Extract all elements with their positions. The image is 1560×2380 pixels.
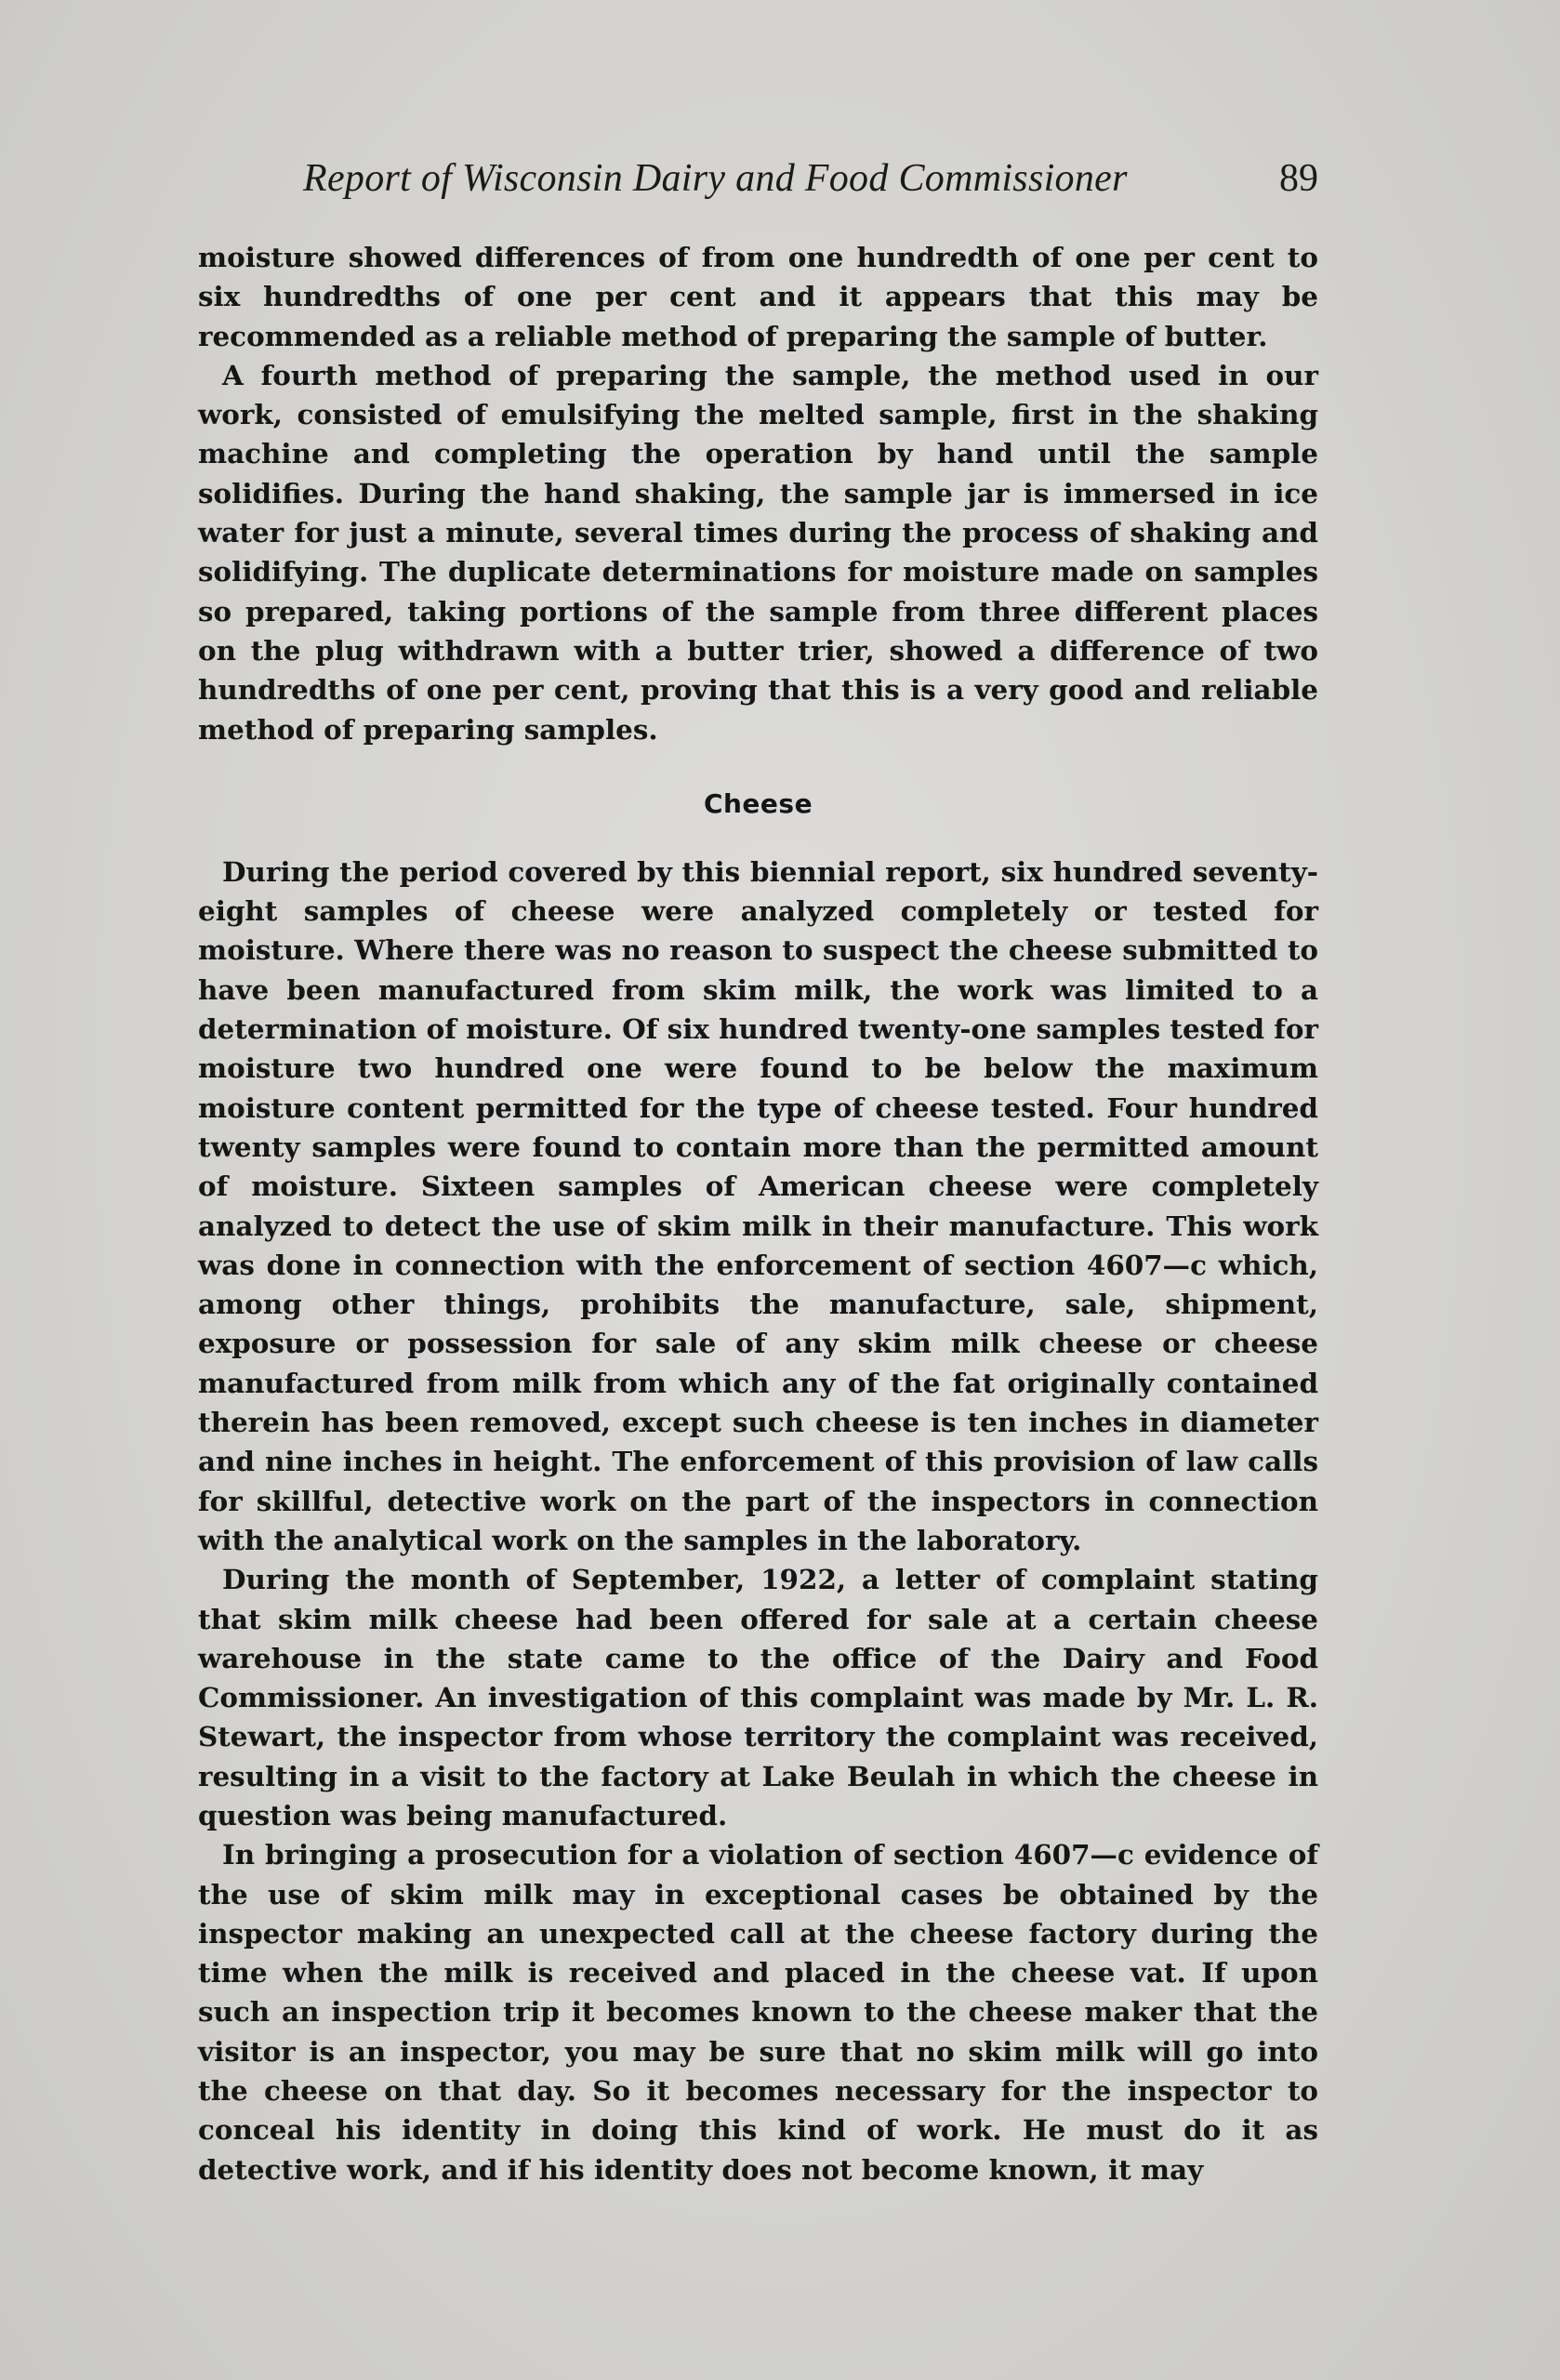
paragraph-complaint: During the month of September, 1922, a letter of complaint stating that skim milk cheese had been offered for sale at a certain cheese warehouse in the state came to the office of the Dairy and Food Commissioner. An investigation of this complaint was made by Mr. L. R. Stewart, the inspector from whose territory the complaint was received, resulting in a visit to the factory at Lake Beulah in which the cheese in question was being manufactured. [198, 1563, 1318, 1831]
running-title: Report of Wisconsin Dairy and Food Commissioner [303, 157, 1128, 200]
running-header [198, 156, 1318, 212]
page-number: 89 [1279, 157, 1318, 200]
paragraph-cheese-samples: During the period covered by this biennial report, six hundred seventy-eight samples of cheese were analyzed completely or tested for moisture. Where there was no reason to suspect the cheese submitted to have been manufactured from skim milk, the work was limited to a determination of moisture. Of six hundred twenty-one samples tested for moisture two hundred one were found to be below the maximum moisture content permitted for the type of cheese tested. Four hundred twenty samples were found to contain more than the permitted amount of moisture. Sixteen samples of American cheese were completely analyzed to detect the use of skim milk in their manufacture. This work was done in connection with the enforcement of section 4607—c which, among other things, prohibits the manufacture, sale, shipment, exposure or possession for sale of any skim milk cheese or cheese manufactured from milk from which any of the fat originally contained therein has been removed, except such cheese is ten inches in diameter and nine inches in height. The enforcement of this provision of law calls for skillful, detective work on the part of the inspectors in connection with the analytical work on the samples in the laboratory. [198, 854, 1318, 1556]
paragraph-prosecution: In bringing a prosecution for a violation of section 4607—c evidence of the use of skim milk may in exceptional cases be obtained by the inspector making an unexpected call at the cheese factory during the time when the milk is received and placed in the cheese vat. If upon such an inspection trip it becomes known to the cheese maker that the visitor is an inspector, you may be sure that no skim milk will go into the cheese on that day. So it becomes necessary for the inspector to conceal his identity in doing this kind of work. He must do it as detective work, and if his identity does not become known, it may [198, 1838, 1318, 2186]
paragraph-fourth-method: A fourth method of preparing the sample, the method used in our work, consisted of emulsifying the melted sample, first in the shaking machine and completing the operation by hand until the sample solidifies. During the hand shaking, the sample jar is immersed in ice water for just a minute, several times during the process of shaking and solidifying. The duplicate determinations for moisture made on samples so prepared, taking portions of the sample from three different places on the plug withdrawn with a butter trier, showed a difference of two hundredths of one per cent, proving that this is a very good and reliable method of preparing samples. [198, 358, 1318, 746]
paragraph-continued: moisture showed differences of from one hundredth of one per cent to six hundredths of one per cent and it appears that this may be recommended as a reliable method of preparing the sample of butter. [198, 241, 1318, 352]
section-heading-cheese: Cheese [703, 787, 813, 819]
document-page [198, 156, 1318, 2189]
